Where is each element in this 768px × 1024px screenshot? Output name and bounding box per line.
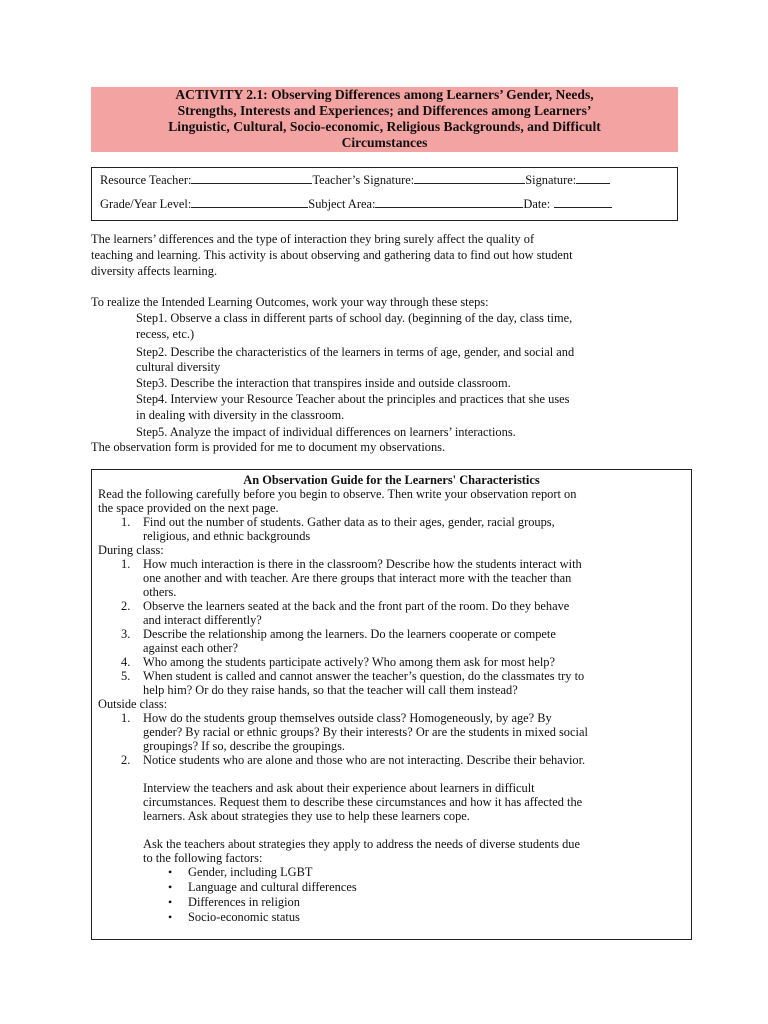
list-item-line: and interact differently?	[143, 613, 262, 627]
guide-title: An Observation Guide for the Learners' Characteristics	[243, 473, 540, 487]
title-line: Linguistic, Cultural, Socio-economic, Religious Backgrounds, and Difficult	[168, 119, 601, 134]
bullet-icon: •	[168, 880, 173, 894]
guide-intro-line: Read the following carefully before you begin to observe. Then write your observation report on	[98, 487, 577, 501]
step-line: cultural diversity	[136, 360, 221, 374]
during-class-label: During class:	[98, 543, 164, 557]
steps-intro: To realize the Intended Learning Outcomes, work your way through these steps:	[91, 295, 489, 309]
signature-field[interactable]	[576, 172, 610, 184]
bullet-icon: •	[168, 895, 173, 909]
interview-line: Interview the teachers and ask about their experience about learners in difficult	[143, 781, 535, 795]
teacher-signature-label: Teacher’s Signature:	[312, 173, 415, 187]
subject-area-field[interactable]	[375, 196, 523, 208]
outside-class-label: Outside class:	[98, 697, 168, 711]
bullet-item: Differences in religion	[188, 895, 300, 909]
list-number: 4.	[121, 655, 131, 669]
step-line: Step1. Observe a class in different parts of school day. (beginning of the day, class time,	[136, 311, 573, 325]
list-number: 5.	[121, 669, 131, 683]
list-number: 2.	[121, 753, 131, 767]
list-item-line: one another and with teacher. Are there groups that interact more with the teacher than	[143, 571, 572, 585]
list-number: 1.	[121, 711, 131, 725]
list-item-line: How much interaction is there in the classroom? Describe how the students interact with	[143, 557, 582, 571]
list-item-line: Notice students who are alone and those who are not interacting. Describe their behavior.	[143, 753, 586, 767]
step-line: Step4. Interview your Resource Teacher about the principles and practices that she uses	[136, 392, 570, 406]
subject-area-label: Subject Area:	[308, 197, 376, 211]
step-line: Step3. Describe the interaction that transpires inside and outside classroom.	[136, 376, 511, 390]
date-field[interactable]	[554, 196, 612, 208]
list-item-line: Observe the learners seated at the back and the front part of the room. Do they behave	[143, 599, 570, 613]
title-line: ACTIVITY 2.1: Observing Differences among Learners’ Gender, Needs,	[175, 87, 594, 102]
bullet-item: Language and cultural differences	[188, 880, 357, 894]
interview-line: circumstances. Request them to describe these circumstances and how it has affected the	[143, 795, 583, 809]
guide-intro-line: the space provided on the next page.	[98, 501, 279, 515]
bullet-icon: •	[168, 910, 173, 924]
title-line: Strengths, Interests and Experiences; and Differences among Learners’	[177, 103, 592, 118]
resource-teacher-field[interactable]	[191, 172, 312, 184]
date-label: Date:	[523, 197, 551, 211]
grade-level-label: Grade/Year Level:	[100, 197, 192, 211]
intro-line: diversity affects learning.	[91, 264, 218, 278]
list-item-line: help him? Or do they raise hands, so that the teacher will call them instead?	[143, 683, 518, 697]
bullet-icon: •	[168, 865, 173, 879]
resource-teacher-label: Resource Teacher:	[100, 173, 192, 187]
list-item-line: When student is called and cannot answer the teacher’s question, do the classmates try to	[143, 669, 585, 683]
interview-line: learners. Ask about strategies they use to help these learners cope.	[143, 809, 470, 823]
bullet-item: Gender, including LGBT	[188, 865, 313, 879]
list-item-line: religious, and ethnic backgrounds	[143, 529, 311, 543]
intro-line: The learners’ differences and the type of interaction they bring surely affect the quality of	[91, 232, 535, 246]
list-item-line: groupings? If so, describe the groupings.	[143, 739, 345, 753]
teacher-signature-field[interactable]	[414, 172, 525, 184]
strategies-line: Ask the teachers about strategies they apply to address the needs of diverse students due	[143, 837, 580, 851]
list-item-line: How do the students group themselves outside class? Homogeneously, by age? By	[143, 711, 552, 725]
form-row-2	[100, 196, 612, 212]
observation-form-note: The observation form is provided for me to document my observations.	[91, 440, 446, 454]
list-item-line: Describe the relationship among the learners. Do the learners cooperate or compete	[143, 627, 556, 641]
step-line: Step2. Describe the characteristics of the learners in terms of age, gender, and social and	[136, 345, 575, 359]
list-number: 3.	[121, 627, 131, 641]
strategies-line: to the following factors:	[143, 851, 263, 865]
signature-label: Signature:	[525, 173, 577, 187]
teacher-info-form	[91, 167, 678, 221]
grade-level-field[interactable]	[191, 196, 308, 208]
observation-guide	[91, 469, 692, 940]
list-item-line: Who among the students participate actively? Who among them ask for most help?	[143, 655, 555, 669]
title-line: Circumstances	[341, 135, 428, 150]
list-number: 1.	[121, 515, 131, 529]
form-row-1	[100, 172, 610, 188]
list-number: 1.	[121, 557, 131, 571]
list-item-line: Find out the number of students. Gather data as to their ages, gender, racial groups,	[143, 515, 555, 529]
list-item-line: gender? By racial or ethnic groups? By their interests? Or are the students in mixed social	[143, 725, 588, 739]
bullet-item: Socio-economic status	[188, 910, 300, 924]
step-line: in dealing with diversity in the classroom.	[136, 408, 345, 422]
activity-title	[91, 87, 678, 152]
step-line: recess, etc.)	[136, 327, 195, 341]
step-line: Step5. Analyze the impact of individual differences on learners’ interactions.	[136, 425, 516, 439]
list-item-line: against each other?	[143, 641, 238, 655]
list-number: 2.	[121, 599, 131, 613]
list-item-line: others.	[143, 585, 177, 599]
intro-line: teaching and learning. This activity is about observing and gathering data to find out how student	[91, 248, 573, 262]
